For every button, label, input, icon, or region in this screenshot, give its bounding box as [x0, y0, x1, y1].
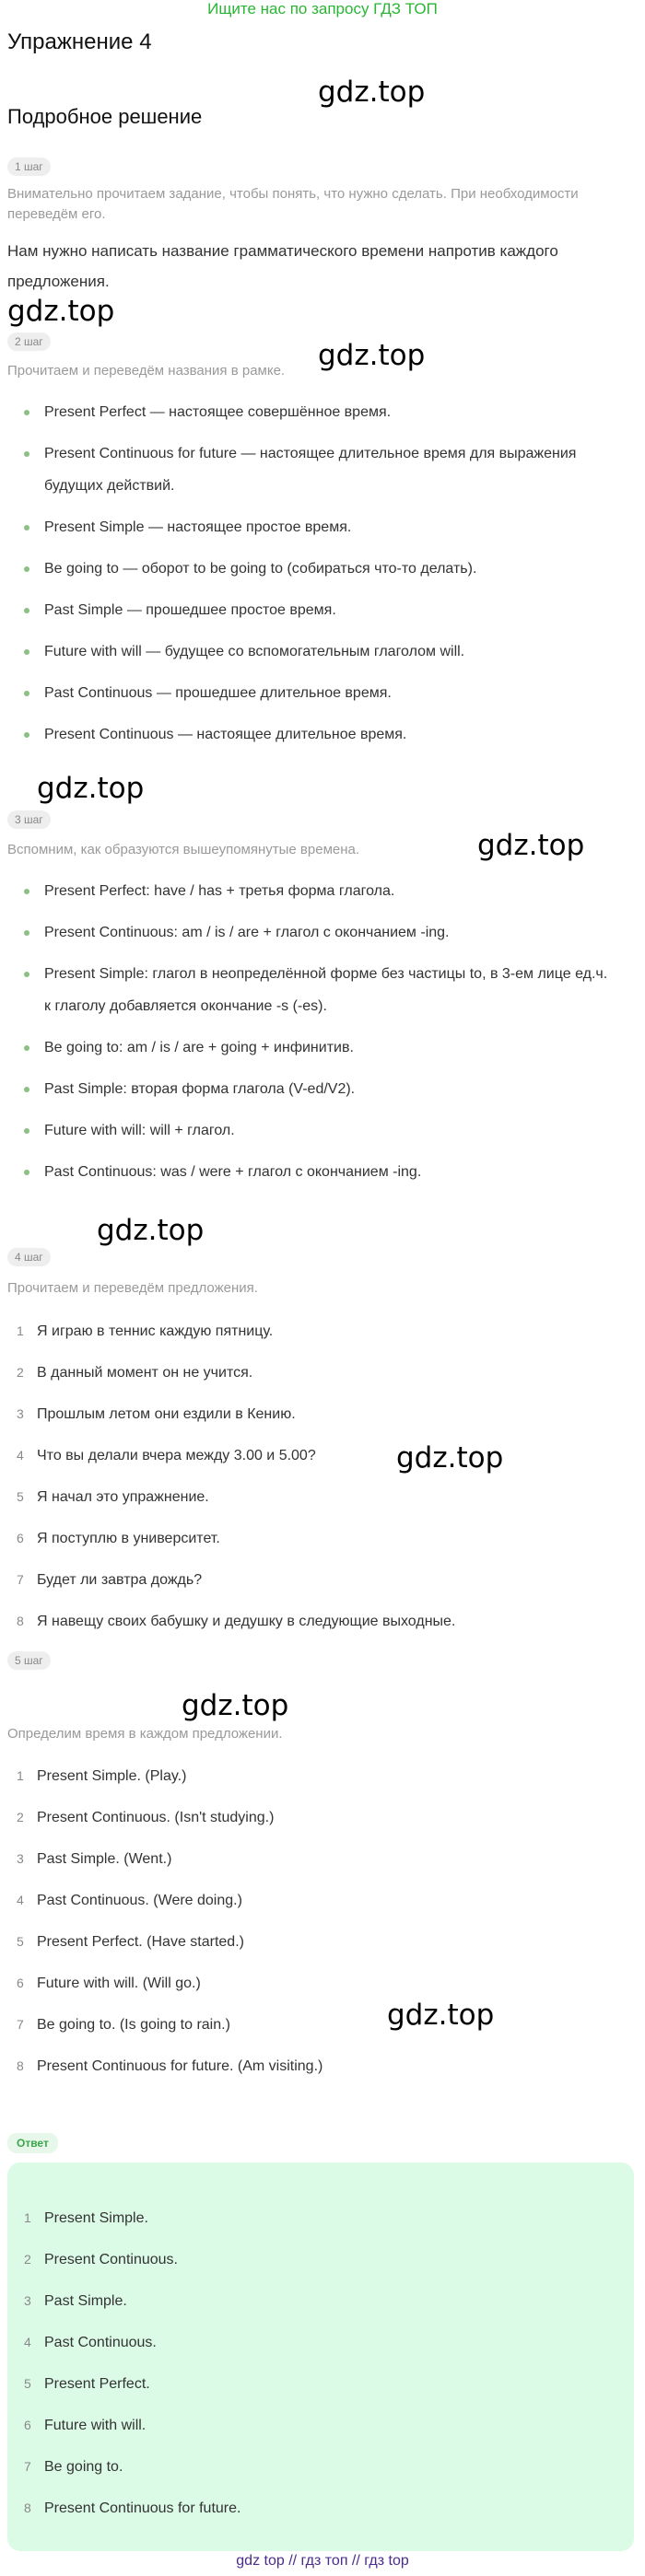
list-item: Past Simple: вторая форма глагола (V-ed/V2).	[0, 1073, 608, 1105]
list-item-text: Будет ли завтра дождь?	[37, 1572, 203, 1588]
list-item: 7 Будет ли завтра дождь?	[17, 1572, 203, 1588]
list-item-text: Что вы делали вчера между 3.00 и 5.00?	[37, 1448, 316, 1463]
list-item-text: Be going to.	[44, 2459, 123, 2475]
answer-list	[7, 2197, 634, 2529]
list-item: 5 Present Perfect.	[24, 2376, 150, 2392]
list-item: 4 Что вы делали вчера между 3.00 и 5.00?	[17, 1448, 316, 1463]
list-item: 6 Future with will.	[24, 2418, 147, 2433]
list-item: Present Perfect: have / has + третья форма глагола.	[0, 875, 608, 907]
watermark: gdz.top	[318, 76, 426, 109]
list-item-text: Present Perfect.	[44, 2376, 150, 2392]
list-item-text: Present Continuous. (Isn't studying.)	[37, 1810, 275, 1825]
list-item: Be going to — оборот to be going to (собираться что-то делать).	[0, 553, 608, 585]
watermark: gdz.top	[97, 1214, 205, 1247]
list-item-text: Be going to. (Is going to rain.)	[37, 2017, 230, 2033]
list-item-text: Я поступлю в университет.	[37, 1531, 220, 1546]
sentences-list	[0, 1311, 608, 1642]
list-item: Past Simple — прошедшее простое время.	[0, 594, 608, 626]
watermark: gdz.top	[7, 295, 115, 328]
list-item: 3 Past Simple.	[24, 2293, 127, 2309]
step-text: Нам нужно написать название грамматического времени напротив каждого предложения.	[7, 242, 558, 290]
list-item-text: Future with will. (Will go.)	[37, 1976, 201, 1991]
list-item-text: Present Perfect. (Have started.)	[37, 1934, 244, 1950]
step-badge: 2 шаг	[7, 332, 51, 351]
list-item: Be going to: am / is / are + going + инфинитив.	[0, 1032, 608, 1064]
list-item: Past Continuous: was / were + глагол с окончанием -ing.	[0, 1156, 608, 1188]
list-item: 5 Я начал это упражнение.	[17, 1489, 209, 1505]
list-item: Present Simple — настоящее простое время.	[0, 511, 608, 543]
step-badge: 3 шаг	[7, 810, 51, 829]
step-description: Прочитаем и переведём предложения.	[7, 1280, 258, 1296]
list-item: 8 Я навещу своих бабушку и дедушку в следующие выходные.	[17, 1614, 456, 1629]
list-item-text: Future with will.	[44, 2418, 147, 2433]
tenses-identified-list	[0, 1755, 608, 2087]
list-item: 3 Прошлым летом они ездили в Кению.	[17, 1406, 296, 1422]
list-item: 7 Be going to.	[24, 2459, 123, 2475]
list-item: 2 Present Continuous.	[24, 2252, 178, 2267]
list-item: 4 Past Continuous. (Were doing.)	[17, 1893, 242, 1908]
list-item: 7 Be going to. (Is going to rain.)	[17, 2017, 230, 2033]
list-item-text: Я начал это упражнение.	[37, 1489, 209, 1505]
list-item: 2 Present Continuous. (Isn't studying.)	[17, 1810, 275, 1825]
list-item-text: Past Simple.	[44, 2293, 127, 2309]
list-item: 8 Present Continuous for future.	[24, 2500, 241, 2516]
list-item: Future with will: will + глагол.	[0, 1114, 608, 1147]
list-item: Future with will — будущее со вспомогательным глаголом will.	[0, 635, 608, 668]
step-badge: 5 шаг	[7, 1651, 51, 1670]
list-item: 1 Я играю в теннис каждую пятницу.	[17, 1323, 274, 1339]
step-description: Вспомним, как образуются вышеупомянутые времена.	[7, 842, 360, 857]
list-item: Present Simple: глагол в неопределённой форме без частицы to, в 3-ем лице ед.ч. к глаголу добавляется окончание -s (-es).	[0, 958, 608, 1022]
list-item-text: Present Simple. (Play.)	[37, 1768, 187, 1784]
list-item-text: Past Continuous. (Were doing.)	[37, 1893, 242, 1908]
list-item: 3 Past Simple. (Went.)	[17, 1851, 172, 1867]
step-description: Прочитаем и переведём названия в рамке.	[7, 363, 286, 379]
list-item-text: Present Continuous for future. (Am visiting.)	[37, 2058, 323, 2074]
list-item: 6 Future with will. (Will go.)	[17, 1976, 201, 1991]
watermark: gdz.top	[477, 829, 585, 862]
watermark: gdz.top	[182, 1689, 289, 1722]
tense-formation-list	[0, 875, 608, 1188]
watermark: gdz.top	[387, 1999, 495, 2032]
step-description: Внимательно прочитаем задание, чтобы понять, что нужно сделать. При необходимости переведём его.	[7, 186, 579, 222]
list-item: 1 Present Simple. (Play.)	[17, 1768, 187, 1784]
list-item: Present Continuous — настоящее длительное время.	[0, 718, 608, 751]
step-badge: 4 шаг	[7, 1248, 51, 1266]
list-item: Present Continuous for future — настоящее длительное время для выражения будущих действий.	[0, 437, 608, 502]
page-title: Упражнение 4	[7, 29, 152, 54]
list-item-text: В данный момент он не учится.	[37, 1365, 253, 1381]
watermark: gdz.top	[318, 339, 426, 372]
list-item: 5 Present Perfect. (Have started.)	[17, 1934, 244, 1950]
list-item-text: Present Continuous.	[44, 2252, 178, 2267]
step-badge: 1 шаг	[7, 157, 51, 176]
list-item: 8 Present Continuous for future. (Am visiting.)	[17, 2058, 323, 2074]
step-description: Определим время в каждом предложении.	[7, 1726, 283, 1742]
list-item-text: Я играю в теннис каждую пятницу.	[37, 1323, 274, 1339]
list-item: 2 В данный момент он не учится.	[17, 1365, 253, 1381]
list-item-text: Я навещу своих бабушку и дедушку в следующие выходные.	[37, 1614, 456, 1629]
list-item: Present Continuous: am / is / are + глагол с окончанием -ing.	[0, 916, 608, 949]
search-banner[interactable]: Ищите нас по запросу ГДЗ ТОП	[207, 0, 438, 17]
footer-links[interactable]: gdz top // гдз топ // гдз top	[236, 2553, 409, 2569]
list-item: 4 Past Continuous.	[24, 2335, 157, 2350]
list-item-text: Present Continuous for future.	[44, 2500, 241, 2516]
answer-badge: Ответ	[7, 2133, 58, 2153]
list-item: Past Continuous — прошедшее длительное время.	[0, 677, 608, 709]
list-item-text: Present Simple.	[44, 2210, 148, 2226]
list-item: 6 Я поступлю в университет.	[17, 1531, 220, 1546]
list-item-text: Past Continuous.	[44, 2335, 157, 2350]
list-item: 1 Present Simple.	[24, 2210, 148, 2226]
list-item-text: Прошлым летом они ездили в Кению.	[37, 1406, 296, 1422]
section-title: Подробное решение	[7, 105, 203, 128]
list-item: Present Perfect — настоящее совершённое время.	[0, 396, 608, 428]
watermark: gdz.top	[396, 1441, 504, 1474]
list-item-text: Past Simple. (Went.)	[37, 1851, 172, 1867]
watermark: gdz.top	[37, 772, 145, 805]
tense-names-list	[0, 396, 608, 751]
